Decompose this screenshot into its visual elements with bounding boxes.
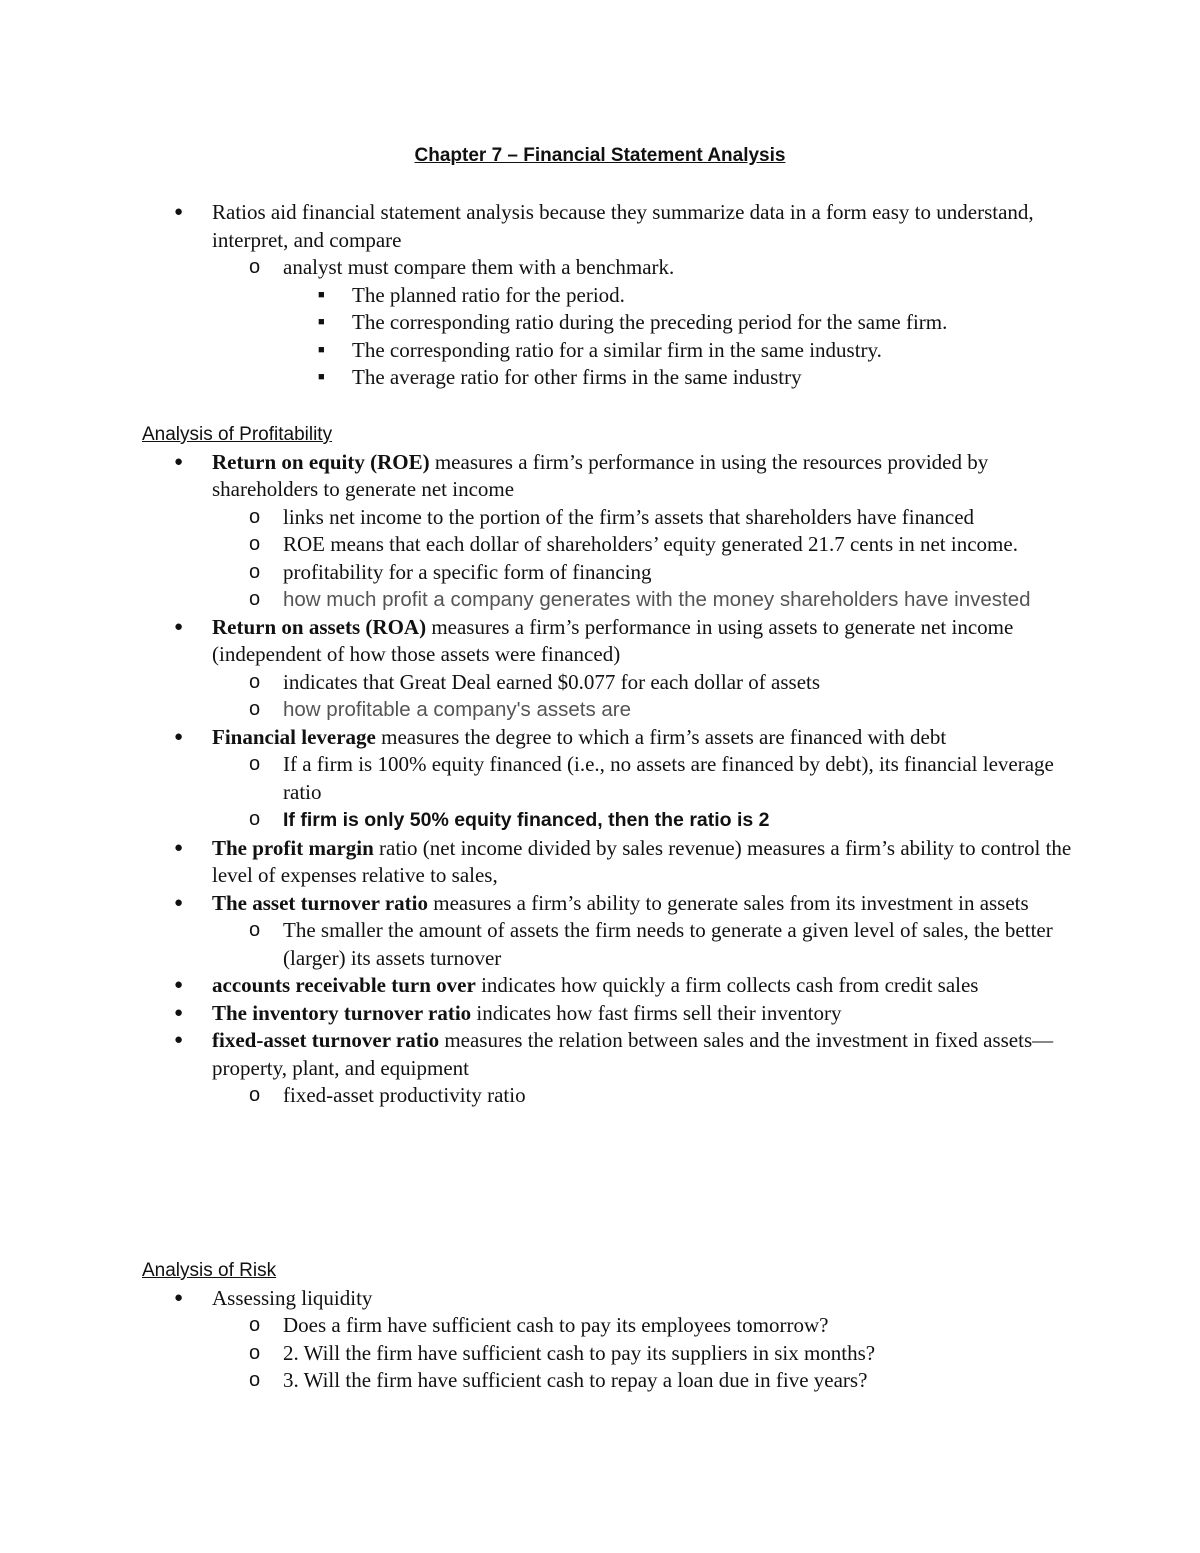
list-item: ● Assessing liquidity: [0, 1285, 1072, 1313]
circle-bullet-icon: o: [249, 919, 261, 941]
list-item: ● Financial leverage measures the degree to which a firm’s assets are financed with debt: [0, 724, 1072, 752]
list-item: ● accounts receivable turn over indicates how quickly a firm collects cash from credit sales: [0, 972, 1072, 1000]
list-item: o 2. Will the firm have sufficient cash to pay its suppliers in six months?: [0, 1340, 1073, 1368]
bullet-icon: ●: [174, 618, 184, 635]
circle-bullet-icon: o: [249, 753, 261, 775]
page-title: Chapter 7 – Financial Statement Analysis: [414, 145, 786, 166]
bullet-icon: ●: [174, 728, 184, 745]
bullet-icon: ●: [174, 1032, 184, 1048]
list-item: ■ The planned ratio for the period.: [0, 282, 1072, 310]
list-item: ■ The average ratio for other firms in the same industry: [0, 364, 1072, 392]
circle-bullet-icon: o: [249, 698, 261, 720]
circle-bullet-icon: o: [249, 670, 261, 693]
circle-bullet-icon: o: [249, 588, 261, 610]
bullet-icon: ●: [174, 839, 184, 856]
list-item: o indicates that Great Deal earned $0.077 for each dollar of assets: [0, 669, 1073, 697]
bullet-icon: ●: [174, 204, 184, 220]
circle-bullet-icon: o: [249, 1314, 261, 1336]
list-item: ● The asset turnover ratio measures a firm’s ability to generate sales from its investment in assets: [0, 890, 1072, 918]
square-bullet-icon: ■: [318, 316, 325, 328]
circle-bullet-icon: o: [249, 1369, 261, 1391]
list-item: ● fixed-asset turnover ratio measures the relation between sales and the investment in fixed assets—property, plant, and equipment: [174, 1028, 1054, 1080]
list-item: o links net income to the portion of the firm’s assets that shareholders have financed: [0, 504, 1073, 532]
list-item: ● The inventory turnover ratio indicates how fast firms sell their inventory: [0, 1000, 1072, 1028]
list-item: ● Ratios aid financial statement analysis because they summarize data in a form easy to understand, interpret, and compare: [174, 200, 1034, 252]
list-item: o how profitable a company's assets are: [0, 696, 1073, 724]
square-bullet-icon: ■: [318, 371, 325, 383]
list-item: o profitability for a specific form of financing: [0, 559, 1073, 587]
list-item: o how much profit a company generates with the money shareholders have invested: [0, 586, 1073, 614]
bullet-icon: ●: [174, 1289, 184, 1306]
list-item: o If firm is only 50% equity financed, then the ratio is 2: [0, 806, 1073, 835]
list-item: ● Return on assets (ROA) measures a firm’s performance in using assets to generate net income (independent of how those assets were financed): [174, 614, 1014, 666]
section-heading: Analysis of Risk: [142, 1260, 277, 1281]
square-bullet-icon: ■: [318, 343, 325, 356]
profitability-section: [0, 421, 1200, 1110]
intro-block: [0, 199, 1200, 392]
list-item: ● The profit margin ratio (net income divided by sales revenue) measures a firm’s ability to control the level of expenses relative to sales,: [174, 835, 1072, 887]
circle-bullet-icon: o: [249, 505, 261, 528]
list-item: o The smaller the amount of assets the firm needs to generate a given level of sales, the better (larger) its assets turnover: [249, 918, 1053, 970]
bullet-icon: ●: [174, 894, 184, 911]
list-item: o ROE means that each dollar of shareholders’ equity generated 21.7 cents in net income.: [0, 531, 1073, 559]
section-heading: Analysis of Profitability: [142, 424, 333, 445]
circle-bullet-icon: o: [249, 560, 261, 583]
circle-bullet-icon: o: [249, 808, 261, 830]
list-item: o 3. Will the firm have sufficient cash to repay a loan due in five years?: [0, 1367, 1073, 1395]
circle-bullet-icon: o: [249, 256, 261, 278]
bullet-icon: ●: [174, 1004, 184, 1021]
circle-bullet-icon: o: [249, 533, 261, 555]
square-bullet-icon: ■: [318, 288, 325, 301]
circle-bullet-icon: o: [249, 1084, 261, 1106]
bullet-icon: ●: [174, 977, 184, 993]
circle-bullet-icon: o: [249, 1341, 261, 1364]
list-item: o Does a firm have sufficient cash to pay its employees tomorrow?: [0, 1312, 1073, 1340]
list-item: ■ The corresponding ratio during the preceding period for the same firm.: [0, 309, 1072, 337]
list-item: o analyst must compare them with a benchmark.: [0, 254, 1073, 282]
list-item: ■ The corresponding ratio for a similar firm in the same industry.: [0, 337, 1072, 365]
bullet-icon: ●: [174, 453, 184, 470]
list-item: ● Return on equity (ROE) measures a firm’s performance in using the resources provided by shareholders to generate net income: [174, 449, 989, 501]
risk-section: [0, 1257, 1200, 1395]
list-item: o fixed-asset productivity ratio: [0, 1082, 1073, 1110]
list-item: o If a firm is 100% equity financed (i.e., no assets are financed by debt), its financial leverage ratio: [249, 752, 1054, 804]
